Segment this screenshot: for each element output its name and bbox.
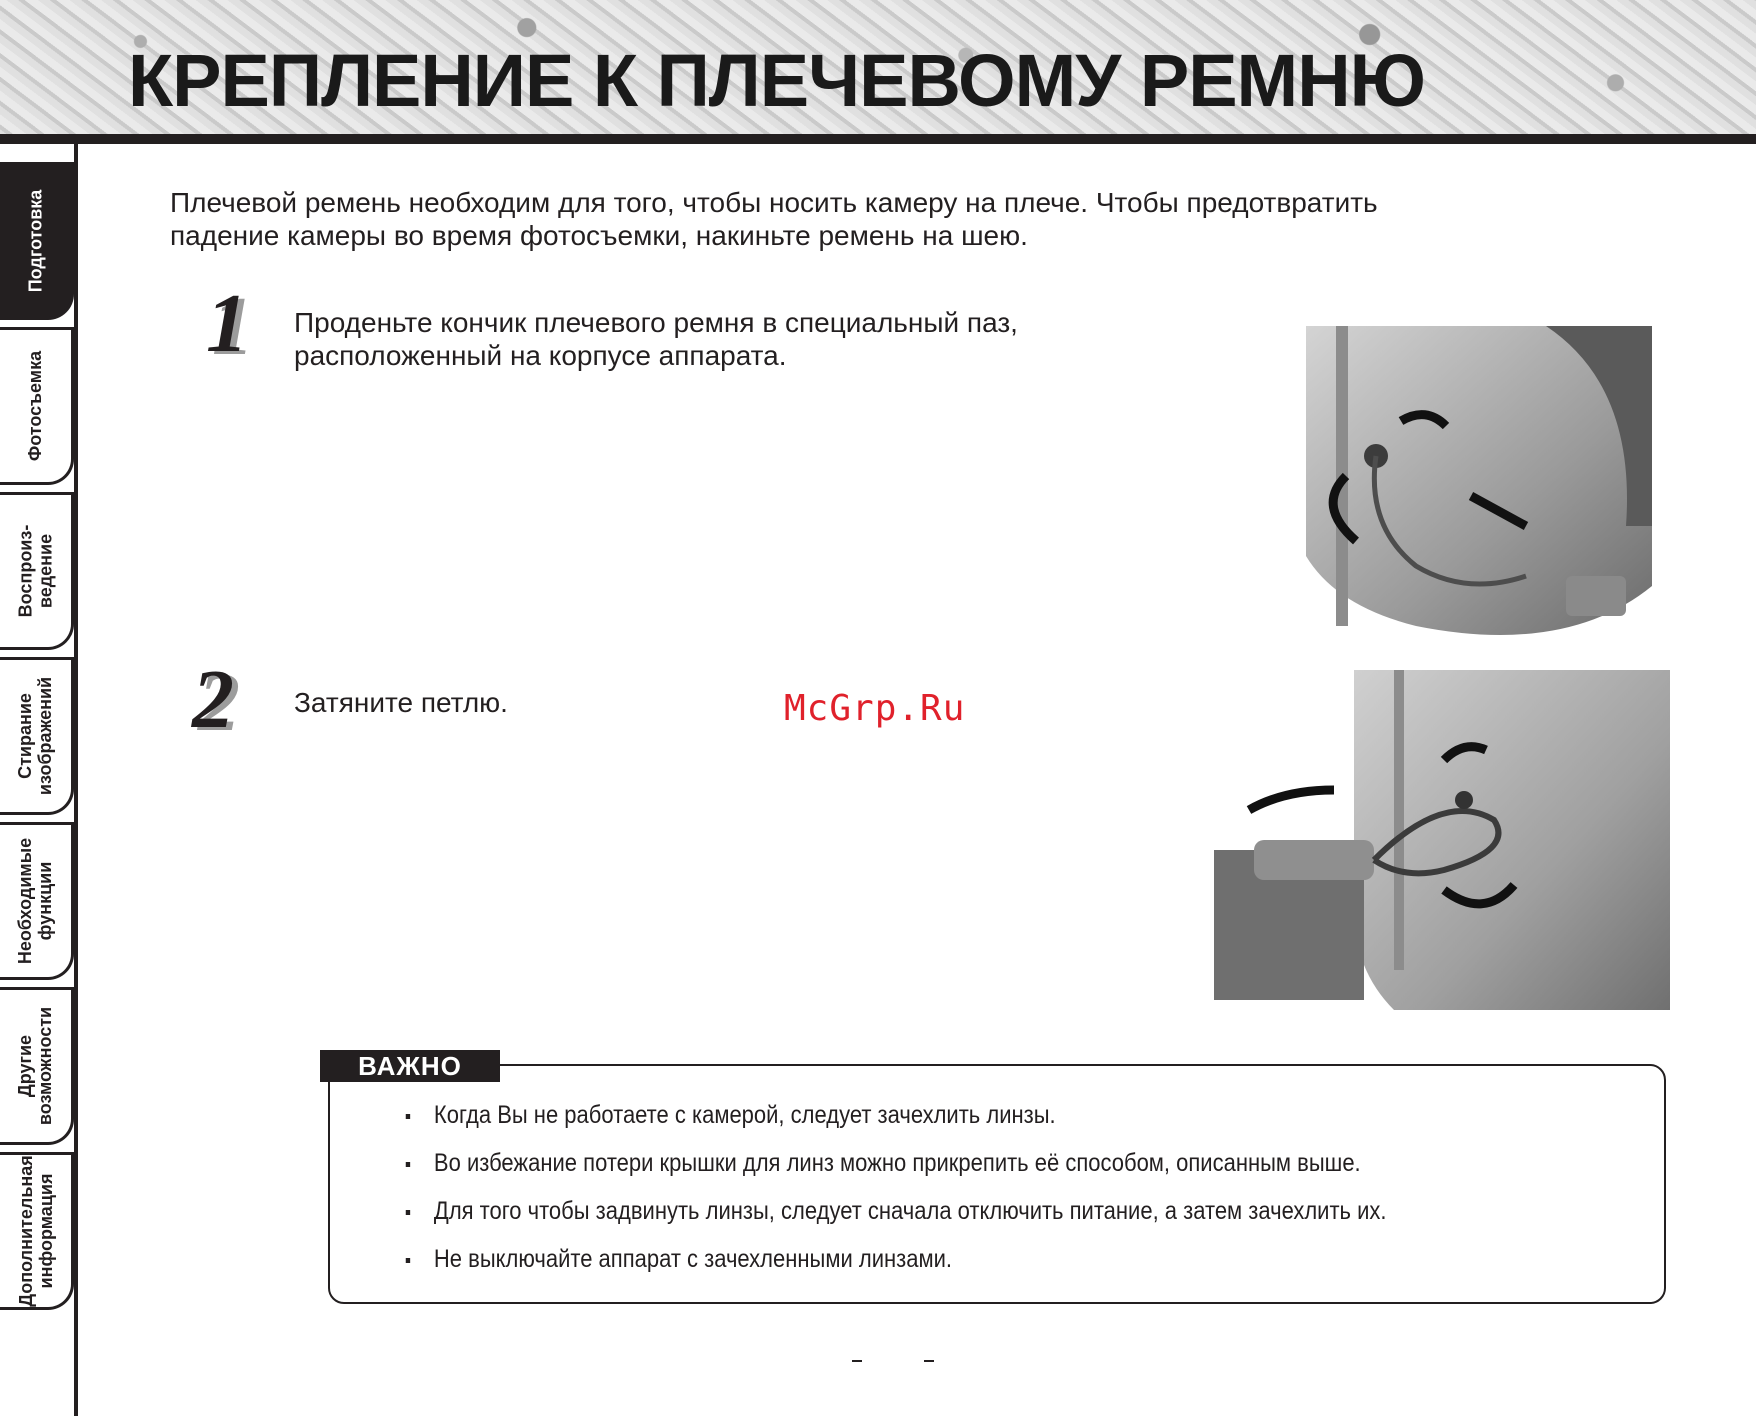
sidebar-tab-erase-images[interactable] [0,657,74,815]
step-text-2: Затяните петлю. [294,687,508,718]
photo-strap-threading [1306,326,1652,646]
sidebar-tab-preparation[interactable] [0,162,74,320]
notice-list [404,1100,1521,1292]
sidebar-tab-shooting[interactable] [0,327,74,485]
sidebar-tab-other-features[interactable] [0,987,74,1145]
sidebar-tab-label: Подготовка [25,189,46,293]
notice-item: Когда Вы не работаете с камерой, следует зачехлить линзы. [404,1100,1387,1148]
sidebar-tab-essential-functions[interactable] [0,822,74,980]
sidebar-tab-label: Стирание изображений [15,676,56,796]
sidebar-tab-label: Дополнительная информация [15,1155,56,1307]
notice-item: Во избежание потери крышки для линз можно прикрепить её способом, описанным выше. [404,1148,1387,1196]
page-title: КРЕПЛЕНИЕ К ПЛЕЧЕВОМУ РЕМНЮ [128,39,1425,122]
sidebar-tab-label: Воспроиз- ведение [15,524,56,618]
notice-heading: ВАЖНО [320,1050,500,1082]
watermark: McGrp.Ru [784,688,966,729]
notice-item: Для того чтобы задвинуть линзы, следует сначала отключить питание, а затем зачехлить их. [404,1196,1387,1244]
step-number-1: 1 [206,277,248,370]
intro-paragraph: Плечевой ремень необходим для того, чтобы носить камеру на плече. Чтобы предотвратить падение камеры во время фотосъемки, накиньте ремень на шею. [170,187,1378,251]
photo-loop-tightening [1214,670,1670,1010]
sidebar-tab-playback[interactable] [0,492,74,650]
step-number-2: 2 [192,653,234,746]
footer-dash-left [852,1360,862,1362]
step-text-1: Проденьте кончик плечевого ремня в специальный паз, расположенный на корпусе аппарата. [294,307,1018,371]
header-rule [0,134,1756,144]
sidebar-tab-label: Фотосъемка [25,350,46,462]
sidebar-divider [74,144,78,1416]
sidebar-tab-label: Необходимые функции [15,837,56,965]
sidebar-tab-label: Другие возможности [15,1006,56,1126]
notice-item: Не выключайте аппарат с зачехленными линзами. [404,1244,1387,1292]
sidebar-tab-additional-info[interactable] [0,1152,74,1310]
footer-dash-right [924,1360,934,1362]
